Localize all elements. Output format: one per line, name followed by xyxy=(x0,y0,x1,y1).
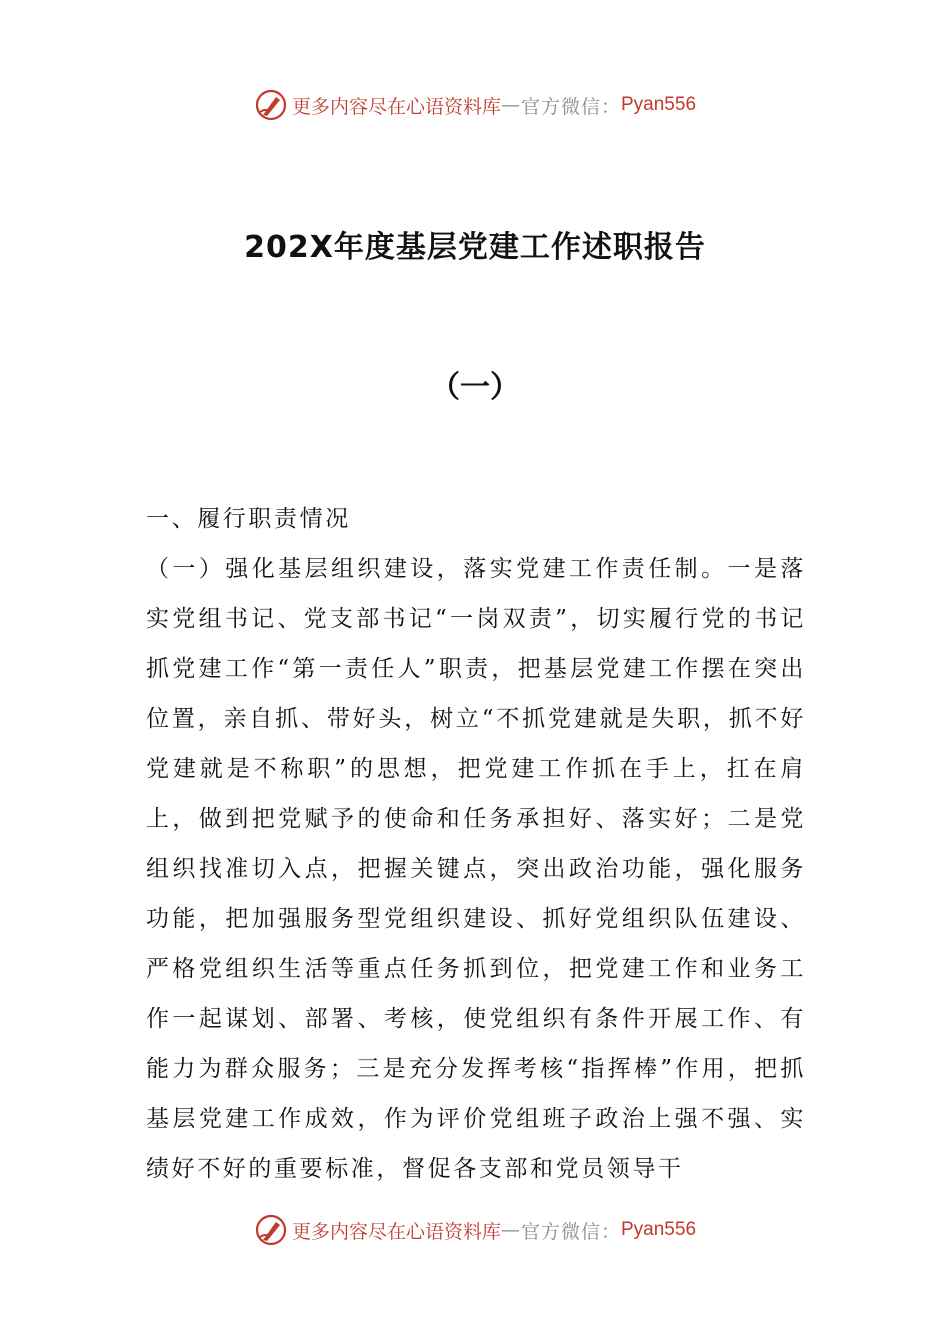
document-subtitle: （一） xyxy=(430,370,520,405)
section-heading: 一、履行职责情况 xyxy=(146,506,351,532)
quill-pen-logo-icon xyxy=(254,88,288,122)
document-body xyxy=(146,494,806,1194)
banner-wechat-id: Pyan556 xyxy=(621,1219,697,1240)
document-title: 202X年度基层党建工作述职报告 xyxy=(244,230,706,265)
banner-wechat-id: Pyan556 xyxy=(621,94,697,115)
banner-slogan: 更多内容尽在心语资料库 xyxy=(291,95,501,118)
header-banner xyxy=(0,80,950,130)
banner-wechat-label: 官方微信： xyxy=(520,95,621,118)
quill-pen-logo-icon xyxy=(254,1213,288,1247)
body-paragraph: （一）强化基层组织建设，落实党建工作责任制。一是落实党组书记、党支部书记“一岗双责”，切实履行党的书记抓党建工作“第一责任人”职责，把基层党建工作摆在突出位置，亲自抓、带好头，树立“不抓党建就是失职，抓不好党建就是不称职”的思想，把党建工作抓在手上，扛在肩上，做到把党赋予的使命和任务承担好、落实好；二是党组织找准切入点，把握关键点，突出政治功能，强化服务功能，把加强服务型党组织建设、抓好党组织队伍建设、严格党组织生活等重点任务抓到位，把党建工作和业务工作一起谋划、部署、考核，使党组织有条件开展工作、有能力为群众服务；三是充分发挥考核“指挥棒”作用，把抓基层党建工作成效，作为评价党组班子政治上强不强、实绩好不好的重要标准，督促各支部和党员领导干 xyxy=(146,556,806,1182)
banner-wechat-label: 官方微信： xyxy=(520,1220,621,1243)
banner-dash: — xyxy=(500,94,521,116)
footer-banner xyxy=(0,1205,950,1255)
banner-dash: — xyxy=(500,1219,521,1241)
banner-slogan: 更多内容尽在心语资料库 xyxy=(291,1220,501,1243)
